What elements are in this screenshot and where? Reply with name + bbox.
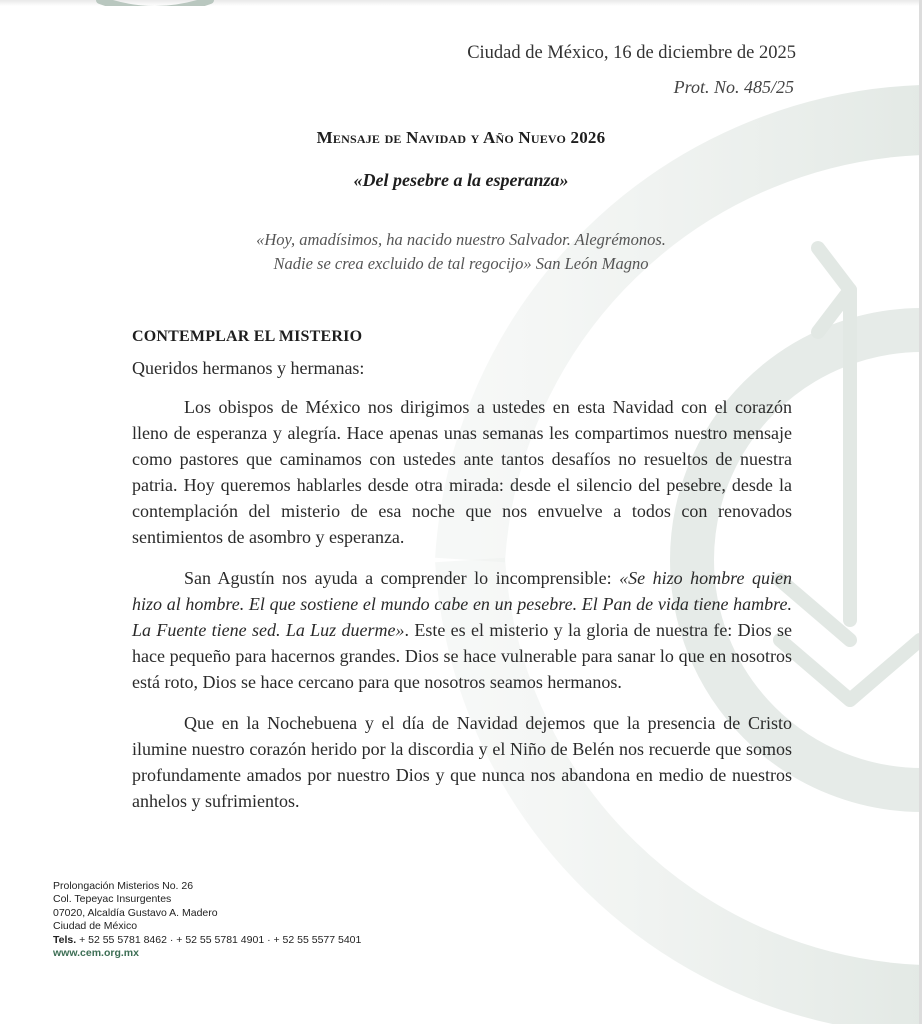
protocol-number: Prot. No. 485/25 (673, 77, 794, 97)
footer-phones-numbers: + 52 55 5781 8462 · + 52 55 5781 4901 · + 52 55 5577 5401 (76, 933, 362, 946)
paragraph-2 (132, 565, 792, 695)
footer-website-link[interactable]: www.cem.org.mx (53, 947, 139, 960)
date-line: Ciudad de México, 16 de diciembre de 2025 (467, 43, 796, 63)
footer-address-block (53, 880, 361, 960)
paragraph-3: Que en la Nochebuena y el día de Navidad dejemos que la presencia de Cristo ilumine nuestro corazón herido por la discordia y el Niño de Belén nos recuerde que somos profundamente amados por nuestro Dios y que nunca nos abandona en medio de nuestros anhelos y sufrimientos. (132, 713, 792, 811)
salutation: Queridos hermanos y hermanas: (132, 358, 365, 378)
section-heading: CONTEMPLAR EL MISTERIO (132, 328, 363, 345)
epigraph (0, 228, 922, 276)
footer-phones-label: Tels. (53, 933, 77, 946)
footer-phones (53, 934, 361, 947)
epigraph-line-1: «Hoy, amadísimos, ha nacido nuestro Salvador. Alegrémonos. (256, 230, 666, 249)
page-top-edge (0, 0, 922, 6)
paragraph-1: Los obispos de México nos dirigimos a ustedes en esta Navidad con el corazón lleno de esperanza y alegría. Hace apenas unas semanas les compartimos nuestro mensaje como pastores que caminamos con ustedes ante tantos desafíos no resueltos de nuestra patria. Hoy queremos hablarles desde otra mirada: desde el silencio del pesebre, desde la contemplación del misterio de esa noche que nos envuelve a todos con renovados sentimientos de asombro y esperanza. (132, 397, 792, 547)
footer-address-line-3: 07020, Alcaldía Gustavo A. Madero (53, 906, 218, 919)
footer-address-line-4: Ciudad de México (53, 920, 138, 933)
footer-address-line-2: Col. Tepeyac Insurgentes (53, 893, 172, 906)
paragraph-2-intro: San Agustín nos ayuda a comprender lo incomprensible: (184, 568, 620, 588)
footer-address-line-1: Prolongación Misterios No. 26 (53, 880, 194, 892)
epigraph-line-2: Nadie se crea excluido de tal regocijo» San León Magno (273, 254, 649, 273)
paragraph-2-quote: «Se hizo hombre quien hizo al hombre. El que sostiene el mundo cabe en un pesebre. El Pan de vida tiene hambre. La Fuente tiene sed. La Luz duerme» (132, 568, 792, 640)
document-subtitle: «Del pesebre a la esperanza» (353, 170, 569, 190)
paragraph-2-rest: . Este es el misterio y la gloria de nuestra fe: Dios se hace pequeño para hacernos grandes. Dios se hace vulnerable para sanar lo que en nosotros está roto, Dios se hace cercano para que nosotros seamos hermanos. (132, 620, 792, 692)
letter-body (132, 394, 792, 829)
document-title: Mensaje de Navidad y Año Nuevo 2026 (316, 128, 606, 147)
